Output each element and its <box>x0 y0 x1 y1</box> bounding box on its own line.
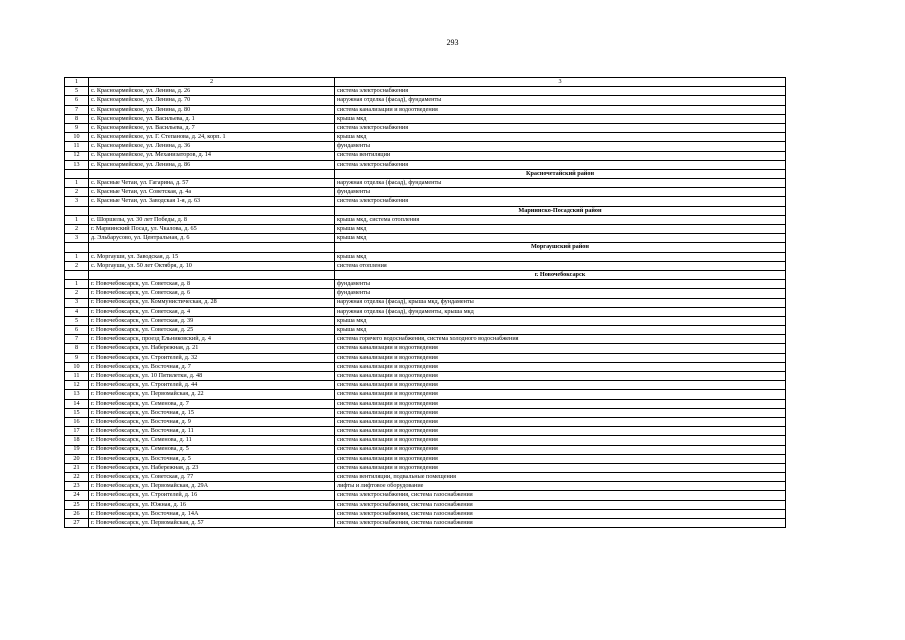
table-row <box>65 96 786 105</box>
work-type-cell: система канализации и водоотведения <box>335 399 786 408</box>
address-cell: с. Красноармейское, ул. Ленина, д. 70 <box>89 96 335 105</box>
table-row <box>65 142 786 151</box>
table-row <box>65 344 786 353</box>
address-cell: г. Новочебоксарск, ул. 10 Пятилетки, д. 48 <box>89 372 335 381</box>
empty-cell <box>89 206 335 215</box>
address-cell: г. Новочебоксарск, ул. Первомайская, д. 57 <box>89 519 335 528</box>
work-type-cell: система электроснабжения, система газоснабжения <box>335 491 786 500</box>
work-type-cell: система канализации и водоотведения <box>335 408 786 417</box>
table-row <box>65 215 786 224</box>
row-number: 7 <box>65 105 89 114</box>
work-type-cell: крыша мкд <box>335 252 786 261</box>
row-number: 21 <box>65 463 89 472</box>
work-type-cell: система канализации и водоотведения <box>335 436 786 445</box>
row-number: 14 <box>65 399 89 408</box>
table-row <box>65 298 786 307</box>
row-number: 3 <box>65 234 89 243</box>
table-row <box>65 390 786 399</box>
row-number: 2 <box>65 261 89 270</box>
address-cell: с. Красноармейское, ул. Механизаторов, д. 14 <box>89 151 335 160</box>
address-cell: г. Новочебоксарск, ул. Строителей, д. 32 <box>89 353 335 362</box>
work-type-cell: система канализации и водоотведения <box>335 362 786 371</box>
work-type-cell: крыша мкд <box>335 316 786 325</box>
address-cell: с. Красные Четаи, ул. Заводская 1-я, д. 63 <box>89 197 335 206</box>
work-type-cell: наружная отделка (фасад), крыша мкд, фундаменты <box>335 298 786 307</box>
table-row <box>65 417 786 426</box>
work-type-cell: крыша мкд <box>335 114 786 123</box>
table-row <box>65 473 786 482</box>
table-row <box>65 353 786 362</box>
work-type-cell: наружная отделка (фасад), фундаменты <box>335 179 786 188</box>
table-row <box>65 381 786 390</box>
work-type-cell: наружная отделка (фасад), фундаменты <box>335 96 786 105</box>
work-type-cell: система канализации и водоотведения <box>335 381 786 390</box>
row-number: 16 <box>65 417 89 426</box>
row-number: 27 <box>65 519 89 528</box>
row-number: 9 <box>65 123 89 132</box>
address-cell: г. Новочебоксарск, ул. Набережная, д. 21 <box>89 344 335 353</box>
address-cell: г. Новочебоксарск, ул. Восточная, д. 14А <box>89 509 335 518</box>
address-cell: г. Новочебоксарск, ул. Семенова, д. 5 <box>89 445 335 454</box>
row-number: 1 <box>65 215 89 224</box>
table-row <box>65 289 786 298</box>
table-row <box>65 519 786 528</box>
row-number: 6 <box>65 96 89 105</box>
row-number: 23 <box>65 482 89 491</box>
row-number: 1 <box>65 179 89 188</box>
row-number: 1 <box>65 280 89 289</box>
address-cell: г. Новочебоксарск, ул. Восточная, д. 7 <box>89 362 335 371</box>
work-type-cell: система горячего водоснабжения, система холодного водоснабжения <box>335 335 786 344</box>
work-type-cell: система канализации и водоотведения <box>335 344 786 353</box>
address-cell: с. Красноармейское, ул. Ленина, д. 36 <box>89 142 335 151</box>
work-type-cell: система электроснабжения <box>335 197 786 206</box>
empty-cell <box>89 243 335 252</box>
table-row <box>65 114 786 123</box>
row-number: 11 <box>65 142 89 151</box>
empty-cell <box>65 270 89 279</box>
table-row <box>65 326 786 335</box>
empty-cell <box>89 169 335 178</box>
table-row <box>65 225 786 234</box>
row-number: 20 <box>65 454 89 463</box>
address-cell: с. Красноармейское, ул. Ленина, д. 86 <box>89 160 335 169</box>
work-type-cell: система вентиляции, подвальные помещения <box>335 473 786 482</box>
district-heading: г. Новочебоксарск <box>335 270 786 279</box>
column-number-3: 3 <box>335 78 786 87</box>
address-cell: с. Красноармейское, ул. Васильева, д. 7 <box>89 123 335 132</box>
address-cell: г. Новочебоксарск, ул. Южная, д. 16 <box>89 500 335 509</box>
work-type-cell: фундаменты <box>335 142 786 151</box>
district-heading-row <box>65 206 786 215</box>
table-row <box>65 188 786 197</box>
work-type-cell: система электроснабжения, система газоснабжения <box>335 519 786 528</box>
column-number-1: 1 <box>65 78 89 87</box>
row-number: 25 <box>65 500 89 509</box>
address-cell: с. Красноармейское, ул. Г. Степанова, д. 24, корп. 1 <box>89 133 335 142</box>
column-number-row <box>65 78 786 87</box>
column-number-2: 2 <box>89 78 335 87</box>
row-number: 17 <box>65 427 89 436</box>
row-number: 2 <box>65 225 89 234</box>
work-type-cell: фундаменты <box>335 280 786 289</box>
address-cell: г. Новочебоксарск, проезд Ельниковский, д. 4 <box>89 335 335 344</box>
row-number: 1 <box>65 252 89 261</box>
address-cell: г. Новочебоксарск, ул. Восточная, д. 15 <box>89 408 335 417</box>
table-row <box>65 454 786 463</box>
district-heading-row <box>65 270 786 279</box>
row-number: 13 <box>65 160 89 169</box>
row-number: 13 <box>65 390 89 399</box>
district-heading: Моргаушский район <box>335 243 786 252</box>
row-number: 3 <box>65 298 89 307</box>
empty-cell <box>65 243 89 252</box>
table-row <box>65 87 786 96</box>
work-type-cell: система вентиляции <box>335 151 786 160</box>
row-number: 4 <box>65 307 89 316</box>
work-type-cell: система канализации и водоотведения <box>335 390 786 399</box>
work-type-cell: система канализации и водоотведения <box>335 353 786 362</box>
address-cell: г. Новочебоксарск, ул. Советская, д. 8 <box>89 280 335 289</box>
address-cell: с. Красные Четаи, ул. Советская, д. 4а <box>89 188 335 197</box>
row-number: 11 <box>65 372 89 381</box>
row-number: 19 <box>65 445 89 454</box>
work-type-cell: крыша мкд <box>335 326 786 335</box>
table-row <box>65 362 786 371</box>
row-number: 6 <box>65 326 89 335</box>
work-type-cell: фундаменты <box>335 188 786 197</box>
row-number: 24 <box>65 491 89 500</box>
address-cell: с. Красноармейское, ул. Ленина, д. 80 <box>89 105 335 114</box>
work-type-cell: система электроснабжения <box>335 160 786 169</box>
table-row <box>65 372 786 381</box>
row-number: 5 <box>65 87 89 96</box>
address-cell: г. Новочебоксарск, ул. Советская, д. 77 <box>89 473 335 482</box>
address-cell: г. Новочебоксарск, ул. Первомайская, д. 22 <box>89 390 335 399</box>
address-cell: г. Новочебоксарск, ул. Советская, д. 25 <box>89 326 335 335</box>
address-cell: г. Новочебоксарск, ул. Семенова, д. 7 <box>89 399 335 408</box>
work-type-cell: система отопления <box>335 261 786 270</box>
work-type-cell: система электроснабжения, система газоснабжения <box>335 509 786 518</box>
repair-registry-table <box>64 77 786 528</box>
address-cell: с. Красные Четаи, ул. Гагарина, д. 57 <box>89 179 335 188</box>
address-cell: г. Новочебоксарск, ул. Советская, д. 6 <box>89 289 335 298</box>
table-row <box>65 436 786 445</box>
table-row <box>65 133 786 142</box>
row-number: 10 <box>65 362 89 371</box>
row-number: 12 <box>65 151 89 160</box>
table-row <box>65 105 786 114</box>
row-number: 8 <box>65 114 89 123</box>
work-type-cell: система электроснабжения, система газоснабжения <box>335 500 786 509</box>
address-cell: г. Новочебоксарск, ул. Восточная, д. 11 <box>89 427 335 436</box>
work-type-cell: система электроснабжения <box>335 123 786 132</box>
address-cell: г. Новочебоксарск, ул. Набережная, д. 23 <box>89 463 335 472</box>
empty-cell <box>65 169 89 178</box>
address-cell: г. Новочебоксарск, ул. Советская, д. 4 <box>89 307 335 316</box>
address-cell: с. Моргауши, ул. 50 лет Октября, д. 10 <box>89 261 335 270</box>
table-row <box>65 491 786 500</box>
row-number: 26 <box>65 509 89 518</box>
table-row <box>65 463 786 472</box>
table-row <box>65 500 786 509</box>
row-number: 8 <box>65 344 89 353</box>
table-row <box>65 509 786 518</box>
address-cell: г. Новочебоксарск, ул. Восточная, д. 9 <box>89 417 335 426</box>
district-heading-row <box>65 243 786 252</box>
table-row <box>65 445 786 454</box>
empty-cell <box>89 270 335 279</box>
row-number: 22 <box>65 473 89 482</box>
address-cell: с. Красноармейское, ул. Васильева, д. 1 <box>89 114 335 123</box>
row-number: 2 <box>65 188 89 197</box>
work-type-cell: система канализации и водоотведения <box>335 372 786 381</box>
row-number: 3 <box>65 197 89 206</box>
work-type-cell: фундаменты <box>335 289 786 298</box>
table-row <box>65 408 786 417</box>
row-number: 15 <box>65 408 89 417</box>
work-type-cell: система канализации и водоотведения <box>335 105 786 114</box>
table-row <box>65 335 786 344</box>
table-row <box>65 316 786 325</box>
address-cell: г. Новочебоксарск, ул. Советская, д. 39 <box>89 316 335 325</box>
address-cell: г. Мариинский Посад, ул. Чкалова, д. 65 <box>89 225 335 234</box>
address-cell: д. Эльбарусово, ул. Центральная, д. 6 <box>89 234 335 243</box>
district-heading-row <box>65 169 786 178</box>
table-row <box>65 399 786 408</box>
row-number: 9 <box>65 353 89 362</box>
registry-table-body <box>65 78 786 528</box>
row-number: 7 <box>65 335 89 344</box>
page-number: 293 <box>446 38 459 47</box>
address-cell: с. Шоршелы, ул. 30 лет Победы, д. 8 <box>89 215 335 224</box>
row-number: 5 <box>65 316 89 325</box>
table-row <box>65 197 786 206</box>
table-row <box>65 123 786 132</box>
work-type-cell: крыша мкд, система отопления <box>335 215 786 224</box>
table-row <box>65 179 786 188</box>
district-heading: Красночетайский район <box>335 169 786 178</box>
table-row <box>65 280 786 289</box>
table-row <box>65 307 786 316</box>
table-row <box>65 151 786 160</box>
district-heading: Мариинско-Посадский район <box>335 206 786 215</box>
address-cell: г. Новочебоксарск, ул. Первомайская, д. 29А <box>89 482 335 491</box>
row-number: 10 <box>65 133 89 142</box>
table-row <box>65 160 786 169</box>
table-row <box>65 427 786 436</box>
work-type-cell: система канализации и водоотведения <box>335 445 786 454</box>
work-type-cell: система канализации и водоотведения <box>335 417 786 426</box>
row-number: 18 <box>65 436 89 445</box>
work-type-cell: система канализации и водоотведения <box>335 454 786 463</box>
table-row <box>65 252 786 261</box>
work-type-cell: система канализации и водоотведения <box>335 463 786 472</box>
address-cell: г. Новочебоксарск, ул. Коммунистическая, д. 28 <box>89 298 335 307</box>
table-row <box>65 482 786 491</box>
row-number: 12 <box>65 381 89 390</box>
work-type-cell: наружная отделка (фасад), фундаменты, крыша мкд <box>335 307 786 316</box>
table-row <box>65 261 786 270</box>
address-cell: с. Моргауши, ул. Заводская, д. 15 <box>89 252 335 261</box>
work-type-cell: лифты и лифтовое оборудование <box>335 482 786 491</box>
address-cell: г. Новочебоксарск, ул. Восточная, д. 5 <box>89 454 335 463</box>
work-type-cell: крыша мкд <box>335 234 786 243</box>
table-row <box>65 234 786 243</box>
work-type-cell: крыша мкд <box>335 225 786 234</box>
work-type-cell: система канализации и водоотведения <box>335 427 786 436</box>
address-cell: г. Новочебоксарск, ул. Строителей, д. 44 <box>89 381 335 390</box>
empty-cell <box>65 206 89 215</box>
address-cell: г. Новочебоксарск, ул. Семенова, д. 11 <box>89 436 335 445</box>
row-number: 2 <box>65 289 89 298</box>
work-type-cell: крыша мкд <box>335 133 786 142</box>
address-cell: с. Красноармейское, ул. Ленина, д. 26 <box>89 87 335 96</box>
work-type-cell: система электроснабжения <box>335 87 786 96</box>
address-cell: г. Новочебоксарск, ул. Строителей, д. 16 <box>89 491 335 500</box>
